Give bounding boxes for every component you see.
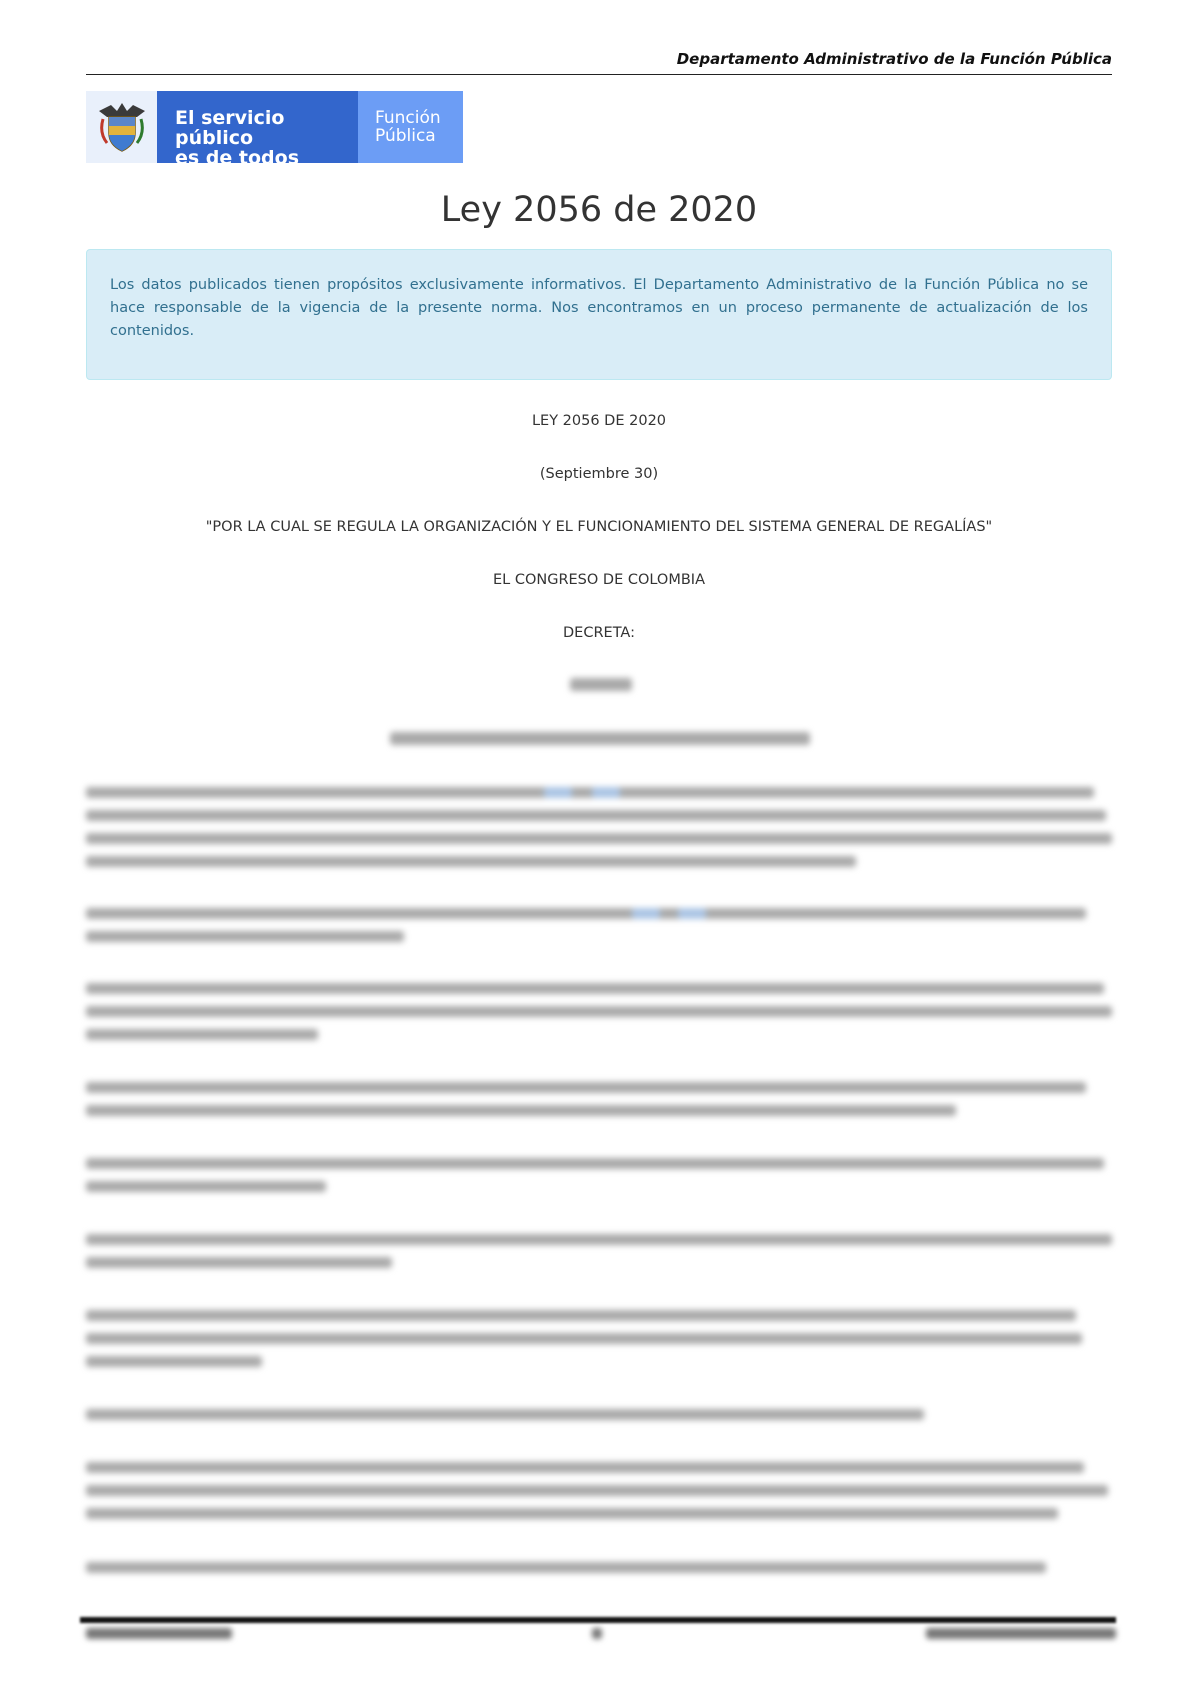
blurred-line <box>86 1158 1104 1169</box>
blurred-line <box>86 1485 1108 1496</box>
blurred-link[interactable] <box>632 908 660 919</box>
disclaimer-notice: Los datos publicados tienen propósitos exclusivamente informativos. El Departamento Administrativo de la Función Pública no se hace responsable de la vigencia de la presente norma. Nos encontramos en un proceso permanente de actualización de los contenidos. <box>86 249 1112 380</box>
blurred-line <box>86 1409 924 1420</box>
page-footer-rule <box>80 1617 1116 1623</box>
document-title: Ley 2056 de 2020 <box>440 190 758 230</box>
blurred-line <box>86 1082 1086 1093</box>
page-header-org-name: Departamento Administrativo de la Función Pública <box>86 50 1112 75</box>
law-date: (Septiembre 30) <box>539 466 659 482</box>
blurred-line <box>86 810 1106 821</box>
blurred-line <box>86 833 1112 844</box>
blurred-title-line <box>570 678 632 691</box>
blurred-line <box>86 1333 1082 1344</box>
blurred-line <box>86 1105 956 1116</box>
blurred-line <box>86 1462 1084 1473</box>
blurred-line <box>86 931 404 942</box>
blurred-line <box>86 1234 1112 1245</box>
blurred-line <box>86 787 1094 798</box>
blurred-line <box>86 1006 1112 1017</box>
blurred-line <box>86 1310 1076 1321</box>
blurred-line <box>86 1356 262 1367</box>
blurred-footer-left <box>86 1628 232 1639</box>
blurred-line <box>86 1257 392 1268</box>
blurred-chapter-line <box>390 732 810 745</box>
logo-side-line-2: Pública <box>375 126 436 146</box>
law-issuer: EL CONGRESO DE COLOMBIA <box>492 572 706 588</box>
logo-side-text <box>358 91 463 163</box>
blurred-line <box>86 1029 318 1040</box>
blurred-line <box>86 983 1104 994</box>
blurred-link[interactable] <box>544 787 572 798</box>
function-publica-logo <box>86 91 463 169</box>
blurred-line <box>86 1562 1046 1573</box>
blurred-line <box>86 1508 1058 1519</box>
blurred-line <box>86 856 856 867</box>
law-subject: "POR LA CUAL SE REGULA LA ORGANIZACIÓN Y EL FUNCIONAMIENTO DEL SISTEMA GENERAL DE REGALÍAS" <box>205 519 993 535</box>
blurred-footer-page-number <box>592 1628 602 1639</box>
blurred-link[interactable] <box>592 787 620 798</box>
blurred-link[interactable] <box>678 908 706 919</box>
blurred-line <box>86 1181 326 1192</box>
blurred-line <box>86 908 1086 919</box>
logo-main-text <box>157 91 358 169</box>
colombia-coat-of-arms-icon <box>86 91 157 163</box>
blurred-footer-right <box>926 1628 1116 1639</box>
logo-side-line-1: Función <box>375 108 441 128</box>
logo-line-1: El servicio público <box>175 107 285 149</box>
logo-line-2: es de todos <box>175 147 300 169</box>
law-decree: DECRETA: <box>563 625 635 641</box>
law-heading: LEY 2056 DE 2020 <box>531 413 667 429</box>
